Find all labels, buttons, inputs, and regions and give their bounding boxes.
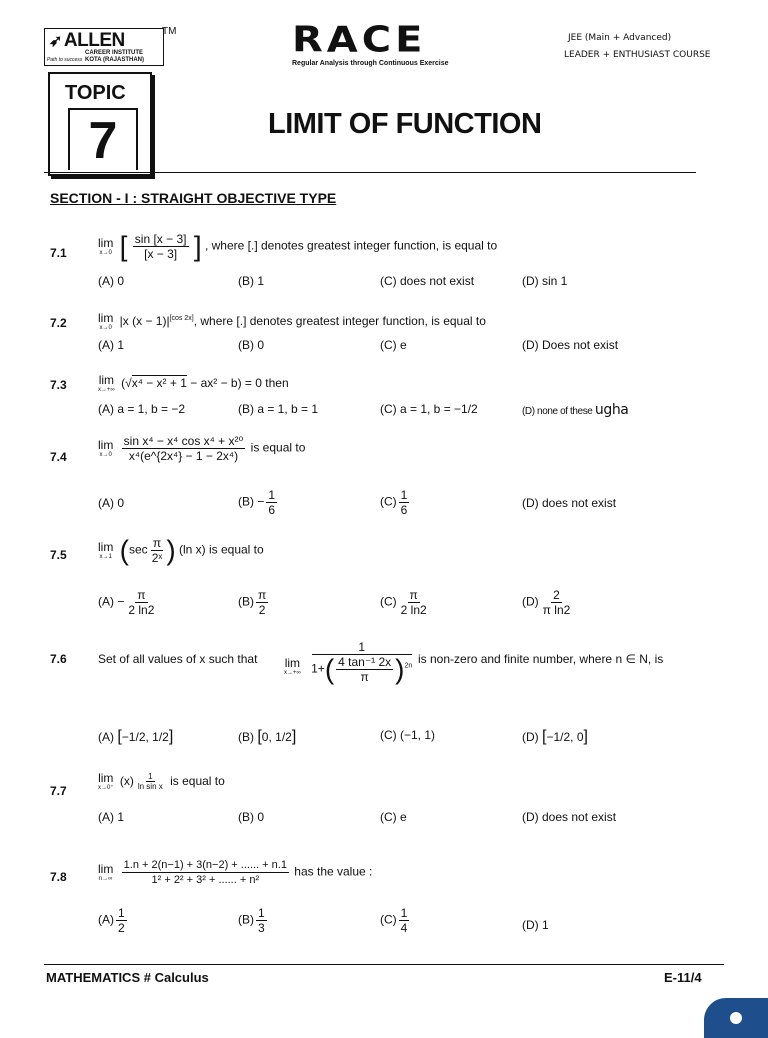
question-7-6-tail: is non-zero and finite number, where n ∈ N, is	[418, 652, 664, 666]
fraction-numerator: π	[258, 588, 267, 602]
option-c-text: (C)	[380, 494, 397, 509]
topic-box	[48, 72, 152, 176]
interval: −1/2, 0	[546, 730, 584, 744]
footer-page: E-11/4	[664, 970, 702, 985]
lim-sub: x→0⁺	[98, 785, 114, 791]
course-line1: JEE (Main + Advanced)	[568, 33, 672, 43]
option-c	[380, 906, 411, 935]
option-a: (A) 1	[98, 810, 125, 824]
option-c-text: (C)	[380, 594, 397, 609]
question-7-7	[98, 772, 225, 792]
fraction-numerator: 1	[400, 488, 408, 502]
question-7-8	[98, 858, 372, 887]
option-b-text: (B)	[238, 730, 254, 744]
bracket-open: [	[542, 728, 547, 745]
topic-label: TOPIC	[65, 82, 126, 104]
option-b	[238, 906, 269, 935]
option-a: (A) 0	[98, 496, 125, 510]
question-number: 7.2	[50, 316, 67, 330]
topic-number: 7	[88, 112, 118, 170]
lim-sub: x→0	[99, 249, 112, 256]
option-a	[98, 588, 158, 617]
fraction-numerator: sin [x − 3]	[134, 232, 187, 246]
option-d: (D) Does not exist	[522, 338, 619, 352]
question-number: 7.1	[50, 246, 67, 260]
radicand: x⁴ − x² + 1	[131, 376, 187, 391]
option-b: (B) a = 1, b = 1	[238, 402, 319, 416]
question-number: 7.6	[50, 652, 67, 666]
page-title: LIMIT OF FUNCTION	[268, 108, 542, 140]
option-b	[238, 728, 296, 746]
lim: lim	[284, 656, 301, 670]
lim: lim	[98, 373, 115, 387]
fraction-denominator: 2ˣ	[151, 551, 163, 565]
sec-label: sec	[129, 542, 148, 557]
header-divider	[44, 172, 696, 173]
logo-swoosh-icon: ➶	[49, 33, 62, 50]
fraction-numerator: π	[409, 588, 418, 602]
option-a	[98, 906, 129, 935]
lim: lim	[98, 235, 114, 250]
fraction-numerator: 1	[400, 906, 408, 920]
bracket-open: [	[119, 230, 128, 262]
logo-name: ALLEN	[63, 30, 125, 51]
question-text: , where [.] denotes greatest integer function, is equal to	[193, 314, 486, 329]
paren-open: (	[121, 376, 126, 391]
question-text: − ax² − b) = 0 then	[186, 376, 289, 391]
handwritten-note: ugha	[594, 402, 629, 418]
option-b-text: (B) −	[238, 494, 265, 509]
lim-sub: x→+∞	[284, 670, 301, 676]
course-line2: LEADER + ENTHUSIAST COURSE	[564, 50, 711, 60]
fraction-denominator: 6	[268, 503, 276, 517]
option-d-text: (D)	[522, 594, 539, 609]
option-d: (D) does not exist	[522, 496, 617, 510]
fraction-denominator: π ln2	[542, 603, 571, 617]
fraction-numerator: 1	[258, 906, 265, 920]
trademark: TM	[162, 26, 177, 37]
bracket-open: [	[117, 728, 122, 745]
fraction-numerator: 1	[312, 640, 412, 655]
option-d-text: (D)	[522, 730, 539, 744]
question-7-1	[98, 232, 497, 261]
lim-sub: x→0	[99, 325, 112, 331]
fraction-denominator: 6	[400, 503, 408, 517]
fraction-denominator: x⁴(e^{2x⁴} − 1 − 2x⁴)	[128, 449, 239, 463]
section-title: SECTION - I : STRAIGHT OBJECTIVE TYPE	[50, 190, 337, 206]
option-d: (D) 1	[522, 918, 549, 932]
option-c: (C) e	[380, 810, 407, 824]
bracket-open: [	[257, 728, 262, 745]
option-c	[380, 588, 431, 617]
option-c: (C) a = 1, b = −1/2	[380, 402, 478, 416]
course-info	[564, 30, 710, 64]
overlay-dot-icon	[730, 1012, 742, 1024]
footer-divider	[44, 964, 724, 965]
lim: lim	[98, 771, 114, 785]
paren-open: (	[119, 534, 129, 566]
paren-close: )	[395, 653, 405, 685]
lim: lim	[98, 437, 114, 452]
option-d	[522, 588, 574, 617]
logo-sub1: CAREER INSTITUTE	[85, 50, 144, 56]
lim-sub: x→+∞	[98, 387, 115, 393]
fraction-denominator: 4	[400, 921, 408, 935]
fraction-numerator: 1	[268, 488, 276, 502]
fraction-denominator: 1² + 2² + 3² + ...... + n²	[151, 874, 260, 886]
option-b: (B) 0	[238, 338, 265, 352]
question-expr: |x (x − 1)|	[119, 314, 170, 329]
question-7-2	[98, 312, 486, 332]
option-c-text: (C)	[380, 912, 397, 927]
question-number: 7.8	[50, 870, 67, 884]
fraction-denominator: 2	[118, 921, 125, 935]
fraction-denominator: 3	[258, 921, 265, 935]
question-7-3	[98, 374, 289, 394]
lim: lim	[98, 861, 114, 876]
option-c: (C) (−1, 1)	[380, 728, 436, 742]
fraction-numerator: 1.n + 2(n−1) + 3(n−2) + ...... + n.1	[123, 859, 287, 871]
option-d: (D) does not exist	[522, 810, 617, 824]
option-d: (D) sin 1	[522, 274, 568, 288]
question-text: , where [.] denotes greatest integer function, is equal to	[204, 238, 498, 253]
bracket-close: ]	[583, 728, 588, 745]
paren-close: )	[166, 534, 176, 566]
exponent: [cos 2x]	[169, 315, 194, 323]
question-text: is equal to	[170, 774, 225, 789]
question-7-5	[98, 536, 264, 565]
lim-sub: n→∞	[98, 875, 113, 882]
den-one-plus: 1+	[311, 661, 325, 676]
base-expr: (x)	[119, 774, 134, 789]
option-d	[522, 728, 588, 746]
fraction-numerator: sin x⁴ − x⁴ cos x⁴ + x²⁰	[123, 434, 244, 448]
fraction-denominator: 2	[258, 603, 266, 617]
question-number: 7.4	[50, 450, 67, 464]
exponent-numerator: 1	[148, 772, 153, 781]
race-title: RACE	[292, 19, 427, 61]
fraction-denominator	[309, 655, 414, 684]
allen-logo	[44, 28, 164, 66]
option-c	[380, 488, 411, 517]
option-b: (B) 1	[238, 274, 265, 288]
question-number: 7.3	[50, 378, 67, 392]
paren-open: (	[324, 653, 335, 685]
option-b: (B) 0	[238, 810, 265, 824]
bracket-close: ]	[168, 728, 174, 745]
option-c: (C) e	[380, 338, 407, 352]
lim-sub: x→0	[99, 451, 112, 458]
option-b-text: (B)	[238, 912, 254, 927]
option-d	[522, 402, 628, 418]
exponent: 2n	[404, 662, 413, 670]
inner-denominator: π	[360, 670, 369, 684]
option-a: (A) 1	[98, 338, 125, 352]
fraction-numerator: 2	[553, 588, 560, 602]
option-a-text: (A)	[98, 912, 114, 927]
question-7-4	[98, 434, 305, 463]
option-b-text: (B)	[238, 594, 254, 609]
lim-sub: x→1	[99, 553, 112, 560]
option-a-text: (A)	[98, 730, 114, 744]
question-text: (ln x) is equal to	[178, 542, 264, 557]
question-number: 7.5	[50, 548, 67, 562]
fraction-numerator: 1	[118, 906, 125, 920]
inner-numerator: 4 tan⁻¹ 2x	[338, 655, 392, 669]
bracket-close: ]	[193, 230, 202, 262]
option-c: (C) does not exist	[380, 274, 475, 288]
option-a	[98, 728, 173, 746]
option-a: (A) a = 1, b = −2	[98, 402, 186, 416]
option-b	[238, 488, 279, 517]
race-subtitle: Regular Analysis through Continuous Exercise	[292, 60, 449, 67]
interval: −1/2, 1/2	[121, 730, 169, 744]
sqrt-icon: √	[125, 376, 132, 391]
question-text: is equal to	[250, 440, 306, 455]
option-a-text: (A) −	[98, 594, 125, 609]
interval: 0, 1/2	[261, 730, 292, 744]
option-a: (A) 0	[98, 274, 125, 288]
fraction-denominator: [x − 3]	[144, 247, 178, 261]
question-number: 7.7	[50, 784, 67, 798]
logo-sub2: KOTA (RAJASTHAN)	[85, 57, 144, 63]
bracket-close: ]	[291, 728, 297, 745]
logo-tagline: Path to success	[47, 57, 83, 63]
lim: lim	[98, 311, 114, 325]
option-b	[238, 588, 270, 617]
fraction-numerator: π	[152, 536, 162, 550]
question-7-6-text: Set of all values of x such that	[98, 652, 258, 666]
question-text: has the value :	[294, 864, 373, 879]
footer-subject: MATHEMATICS # Calculus	[46, 970, 209, 985]
question-7-6-expr	[284, 640, 416, 684]
option-d-text: (D) none of these	[522, 406, 593, 417]
exponent-denominator: ln sin x	[137, 782, 163, 791]
fraction-numerator: π	[137, 588, 146, 602]
lim: lim	[98, 539, 114, 554]
fraction-denominator: 2 ln2	[400, 603, 427, 617]
fraction-denominator: 2 ln2	[128, 603, 155, 617]
